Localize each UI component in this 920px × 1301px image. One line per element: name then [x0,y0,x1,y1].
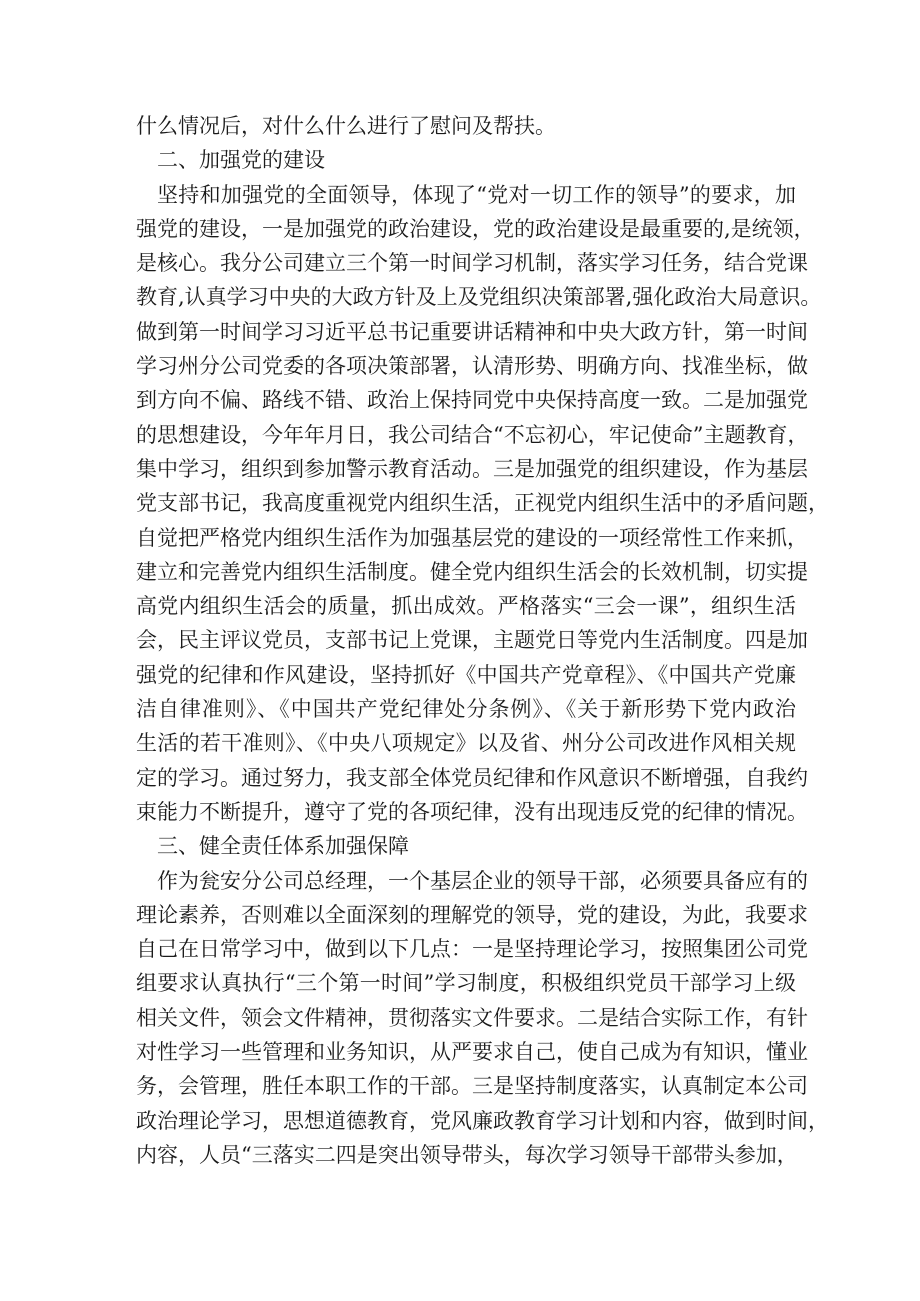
paragraph-line: 强党的建设，一是加强党的政治建设，党的政治建设是最重要的,是统领， [136,216,815,241]
paragraph-line: 自觉把严格党内组织生活作为加强基层党的建设的一项经常性工作来抓， [136,525,808,550]
paragraph-line: 政治理论学习，思想道德教育，党风廉政教育学习计划和内容，做到时间， [136,1108,829,1133]
paragraph-line: 党支部书记，我高度重视党内组织生活，正视党内组织生活中的矛盾问题， [136,491,829,516]
paragraph-line: 坚持和加强党的全面领导，体现了“党对一切工作的领导”的要求，加 [157,182,796,207]
paragraph-line: 作为瓮安分公司总经理，一个基层企业的领导干部，必须要具备应有的 [157,868,808,893]
paragraph-line: 自己在日常学习中，做到以下几点：一是坚持理论学习，按照集团公司党 [136,937,808,962]
paragraph-line: 相关文件，领会文件精神，贯彻落实文件要求。二是结合实际工作，有针 [136,1005,808,1030]
paragraph-line: 定的学习。通过努力，我支部全体党员纪律和作风意识不断增强，自我约 [136,765,808,790]
paragraph-line: 是核心。我分公司建立三个第一时间学习机制，落实学习任务，结合党课 [136,251,808,276]
paragraph-line: 组要求认真执行“三个第一时间”学习制度，积极组织党员干部学习上级 [136,971,796,996]
document-body [136,109,829,1172]
section-heading-3: 三、健全责任体系加强保障 [157,834,409,859]
paragraph-line: 理论素养，否则难以全面深刻的理解党的领导，党的建设，为此，我要求 [136,902,808,927]
paragraph-line: 内容，人员“三落实二四是突出领导带头，每次学习领导干部带头参加， [136,1142,798,1167]
paragraph-line: 生活的若干准则》、《中央八项规定》以及省、州分公司改进作风相关规 [136,731,796,756]
paragraph-line: 建立和完善党内组织生活制度。健全党内组织生活会的长效机制，切实提 [136,559,808,584]
paragraph-line: 到方向不偏、路线不错、政治上保持同党中央保持高度一致。二是加强党 [136,388,808,413]
section-heading-2: 二、加强党的建设 [157,148,325,173]
paragraph-line: 高党内组织生活会的质量，抓出成效。严格落实“三会一课”，组织生活 [136,594,796,619]
paragraph-line: 教育,认真学习中央的大政方针及上及党组织决策部署,强化政治大局意识。 [136,285,822,310]
paragraph-line: 束能力不断提升，遵守了党的各项纪律，没有出现违反党的纪律的情况。 [136,799,808,824]
paragraph-line: 强党的纪律和作风建设，坚持抓好《中国共产党章程》、《中国共产党廉 [136,662,796,687]
paragraph-line: 学习州分公司党委的各项决策部署，认清形势、明确方向、找准坐标，做 [136,354,808,379]
paragraph-line: 对性学习一些管理和业务知识，从严要求自己，使自己成为有知识，懂业 [136,1040,808,1065]
paragraph-line: 做到第一时间学习习近平总书记重要讲话精神和中央大政方针，第一时间 [136,319,808,344]
paragraph-line: 什么情况后，对什么什么进行了慰问及帮扶。 [136,114,556,138]
paragraph-line: 洁自律准则》、《中国共产党纪律处分条例》、《关于新形势下党内政治 [136,697,796,722]
paragraph-line: 集中学习，组织到参加警示教育活动。三是加强党的组织建设，作为基层 [136,456,808,481]
paragraph-line: 的思想建设，今年年月日，我公司结合“不忘初心，牢记使命”主题教育， [136,422,809,447]
paragraph-line: 务，会管理，胜任本职工作的干部。三是坚持制度落实，认真制定本公司 [136,1074,808,1099]
paragraph-line: 会，民主评议党员，支部书记上党课，主题党日等党内生活制度。四是加 [136,628,808,653]
